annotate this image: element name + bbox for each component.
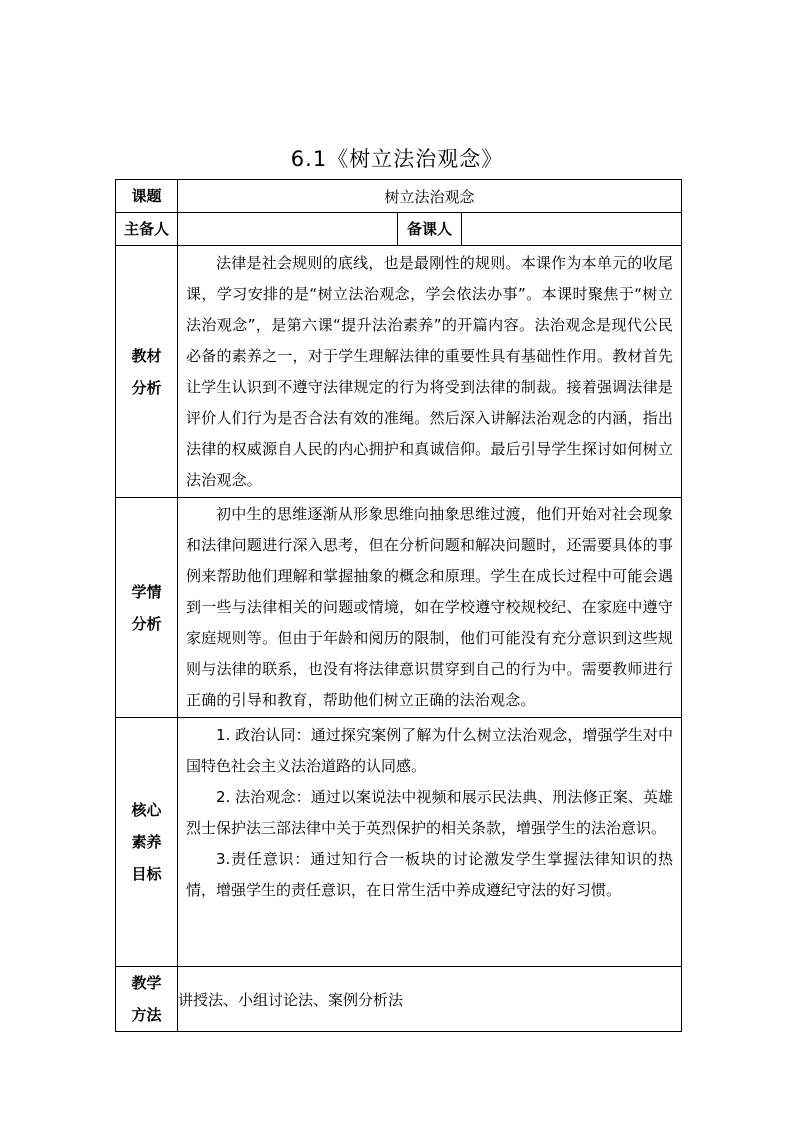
goal-item: 2. 法治观念：通过以案说法中视频和展示民法典、刑法修正案、英雄烈士保护法三部法律中关于英烈保护的相关条款，增强学生的法治意识。 <box>186 788 674 837</box>
row-textbook-analysis <box>116 246 682 498</box>
core-goals-cell <box>178 718 682 967</box>
topic-value: 树立法治观念 <box>178 180 682 213</box>
goals-label-line3: 目标 <box>131 865 162 883</box>
row-topic <box>116 180 682 213</box>
row-teaching-methods <box>116 967 682 1032</box>
co-preparer-label: 备课人 <box>398 213 462 246</box>
page-title: 6.1《树立法治观念》 <box>290 147 504 171</box>
teaching-methods-label <box>116 967 178 1032</box>
student-analysis-cell <box>178 498 682 718</box>
students-label-line2: 分析 <box>131 614 162 633</box>
teaching-methods-text: 讲授法、小组讨论法、案例分析法 <box>178 967 682 1032</box>
row-core-goals <box>116 718 682 967</box>
goals-label-line1: 核心 <box>131 801 162 819</box>
lesson-plan-table <box>115 179 682 1032</box>
student-analysis-label <box>116 498 178 718</box>
co-preparer-value <box>462 213 682 246</box>
textbook-label-line1: 教材 <box>131 346 162 365</box>
preparer-label: 主备人 <box>116 213 178 246</box>
methods-label-line1: 教学 <box>131 974 162 992</box>
textbook-analysis-text: 法律是社会规则的底线，也是最刚性的规则。本课作为本单元的收尾课，学习安排的是“树立法治观念，学会依法办事”。本课时聚焦于“树立法治观念”，是第六课“提升法治素养”的开篇内容。法治观念是现代公民必备的素养之一，对于学生理解法律的重要性具有基础性作用。教材首先让学生认识到不遵守法律规定的行为将受到法律的制裁。接着强调法律是评价人们行为是否合法有效的准绳。然后深入讲解法治观念的内涵，指出法律的权威源自人民的内心拥护和真诚信仰。最后引导学生探讨如何树立法治观念。 <box>186 253 674 489</box>
topic-label: 课题 <box>116 180 178 213</box>
students-label-line1: 学情 <box>131 582 162 601</box>
preparer-value <box>178 213 398 246</box>
row-student-analysis <box>116 498 682 718</box>
row-preparer <box>116 213 682 246</box>
textbook-analysis-label <box>116 246 178 498</box>
core-goals-label <box>116 718 178 967</box>
textbook-analysis-cell <box>178 246 682 498</box>
textbook-label-line2: 分析 <box>131 378 162 397</box>
goal-item: 1. 政治认同：通过探究案例了解为什么树立法治观念，增强学生对中国特色社会主义法治道路的认同感。 <box>186 726 674 775</box>
goal-item: 3.责任意识：通过知行合一板块的讨论激发学生掌握法律知识的热情，增强学生的责任意识，在日常生活中养成遵纪守法的好习惯。 <box>186 850 674 899</box>
methods-label-line2: 方法 <box>131 1006 162 1024</box>
student-analysis-text: 初中生的思维逐渐从形象思维向抽象思维过渡，他们开始对社会现象和法律问题进行深入思考，但在分析问题和解决问题时，还需要具体的事例来帮助他们理解和掌握抽象的概念和原理。学生在成长过程中可能会遇到一些与法律相关的问题或情境，如在学校遵守校规校纪、在家庭中遵守家庭规则等。但由于年龄和阅历的限制，他们可能没有充分意识到这些规则与法律的联系，也没有将法律意识贯穿到自己的行为中。需要教师进行正确的引导和教育，帮助他们树立正确的法治观念。 <box>186 505 674 709</box>
goals-label-line2: 素养 <box>131 833 162 851</box>
